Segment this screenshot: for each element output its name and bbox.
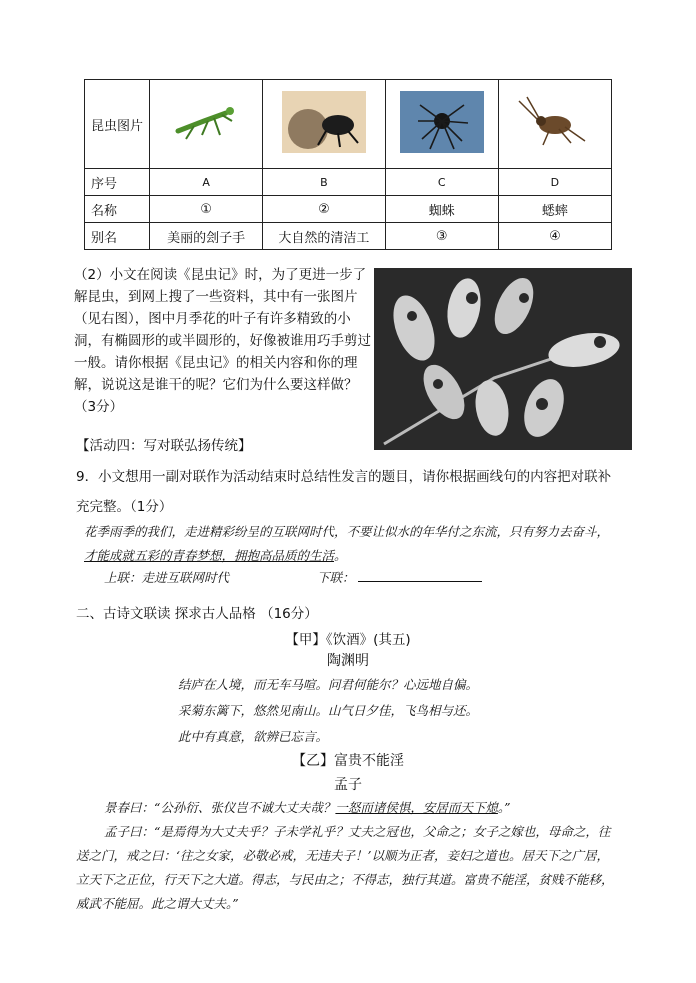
letter-a: A bbox=[150, 169, 263, 196]
couplet-lower-blank[interactable] bbox=[358, 569, 482, 582]
dung-beetle-image bbox=[282, 91, 366, 153]
poem-jia-title: 【甲】《饮酒》(其五) bbox=[285, 632, 411, 648]
insect-image-cell bbox=[150, 80, 263, 169]
letter-b: B bbox=[263, 169, 386, 196]
row-label-images: 昆虫图片 bbox=[85, 80, 150, 169]
spider-image bbox=[400, 91, 484, 153]
poem-jia-author: 陶渊明 bbox=[327, 653, 369, 669]
insect-table bbox=[84, 79, 612, 250]
text-yi-author: 孟子 bbox=[334, 777, 362, 793]
name-d: 蟋蟀 bbox=[498, 196, 611, 223]
question-2-text: （2）小文在阅读《昆虫记》时，为了更进一步了解昆虫，到网上搜了一些资料，其中有一张图片（见右图），图中月季花的叶子有许多精致的小洞，有椭圆形的或半圆形的，好像被谁用巧手剪过一般。请你根据《昆虫记》的相关内容和你的理解，说说这是谁干的呢？它们为什么要这样做？（3分） bbox=[74, 267, 371, 415]
name-c: 蜘蛛 bbox=[385, 196, 498, 223]
couplet-lower-label: 下联： bbox=[316, 570, 355, 585]
couplet bbox=[104, 568, 624, 586]
name-a: ① bbox=[150, 196, 263, 223]
row-label-name: 名称 bbox=[85, 196, 150, 223]
text-yi-paragraph-1 bbox=[76, 796, 616, 820]
poem-line: 结庐在人境，而无车马喧。问君何能尔？心远地自偏。 bbox=[178, 677, 479, 692]
insect-image-cell bbox=[498, 80, 611, 169]
text-yi-body bbox=[76, 796, 616, 916]
rose-leaf-photo bbox=[374, 268, 632, 450]
cricket-image bbox=[513, 91, 597, 153]
poem-line: 此中有真意，欲辨已忘言。 bbox=[178, 729, 329, 744]
alias-b: 大自然的清洁工 bbox=[263, 223, 386, 250]
poem-line: 采菊东篱下，悠然见南山。山气日夕佳，飞鸟相与还。 bbox=[178, 703, 479, 718]
alias-d: ④ bbox=[498, 223, 611, 250]
row-label-alias: 别名 bbox=[85, 223, 150, 250]
insect-image-cell bbox=[263, 80, 386, 169]
activity-four-heading: 【活动四：写对联弘扬传统】 bbox=[76, 438, 252, 454]
letter-d: D bbox=[498, 169, 611, 196]
name-b: ② bbox=[263, 196, 386, 223]
poem-jia-body bbox=[178, 672, 478, 750]
passage-before: 花季雨季的我们，走进精彩纷呈的互联网时代，不要让似水的年华付之东流，只有努力去奋斗， bbox=[84, 524, 610, 539]
insect-image-cell bbox=[385, 80, 498, 169]
p1-underlined: 一怒而诸侯惧，安居而天下熄 bbox=[335, 800, 498, 815]
passage-after: 。 bbox=[334, 548, 347, 563]
p1-after: 。” bbox=[497, 800, 511, 815]
row-label-number: 序号 bbox=[85, 169, 150, 196]
mantis-image bbox=[164, 91, 248, 153]
p1-before: 景春曰：“公孙衍、张仪岂不诚大丈夫哉？ bbox=[104, 800, 336, 815]
text-yi-title: 【乙】富贵不能淫 bbox=[292, 753, 404, 769]
text-yi-paragraph-2: 孟子曰：“是焉得为大丈夫乎？子未学礼乎？丈夫之冠也，父命之；女子之嫁也，母命之，往送之门，戒之曰：‘往之女家，必敬必戒，无违夫子！’以顺为正者，妾妇之道也。居天下之广居，立天下之正位，行天下之大道。得志，与民由之；不得志，独行其道。富贵不能淫，贫贱不能移，威武不能屈。此之谓大丈夫。” bbox=[76, 824, 614, 911]
section-two-heading: 二、古诗文联读 探求古人品格 （16分） bbox=[76, 606, 318, 622]
alias-c: ③ bbox=[385, 223, 498, 250]
letter-c: C bbox=[385, 169, 498, 196]
question-9-text: 9．小文想用一副对联作为活动结束时总结性发言的题目，请你根据画线句的内容把对联补充完整。（1分） bbox=[76, 469, 612, 515]
passage-underlined: 才能成就五彩的青春梦想，拥抱高品质的生活 bbox=[84, 548, 335, 563]
alias-a: 美丽的刽子手 bbox=[150, 223, 263, 250]
couplet-upper: 上联：走进互联网时代 bbox=[104, 570, 230, 585]
passage bbox=[84, 520, 614, 568]
